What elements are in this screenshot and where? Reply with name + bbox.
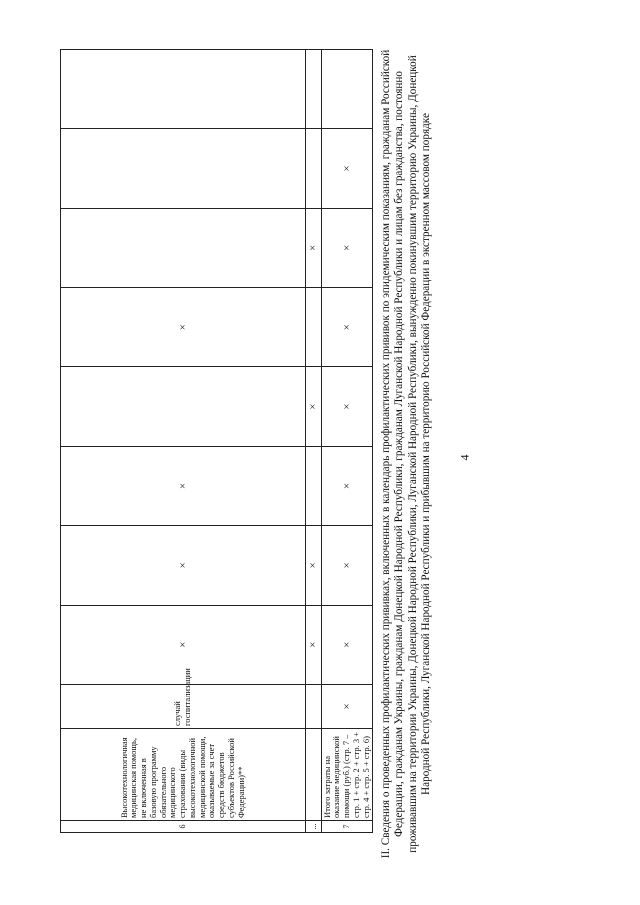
table-cell [61, 367, 306, 446]
table-cell: × [306, 605, 322, 684]
row-number: ... [306, 821, 322, 833]
row-number: 6 [61, 821, 306, 833]
table-cell [321, 50, 373, 129]
table-row-6 [61, 50, 306, 833]
table-cell: × [321, 367, 373, 446]
table-cell [61, 50, 306, 129]
table-cell: × [306, 208, 322, 287]
table-cell [306, 288, 322, 367]
row-unit: случай госпитализации [61, 685, 306, 729]
table-cell: × [321, 129, 373, 208]
table-cell [61, 208, 306, 287]
table-cell: × [321, 208, 373, 287]
row-unit: × [321, 685, 373, 729]
section-caption-wrapper [380, 40, 540, 868]
table-cell [306, 446, 322, 525]
table-cell: × [321, 605, 373, 684]
table-cell: × [306, 526, 322, 605]
section-caption: II. Сведения о проведенных профилактических прививках, включенных в календарь профилактических прививок по эпидемическим показаниям, гражданам Российской Федерации, гражданам Украины, гражданам Донецкой Народной Республики, гражданам Луганской Народной Республики и лицам без гражданства, постоянно проживавшим на территории Украины, Донецкой Народной Республики, Луганской Народной Республики, вынужденно покинувшим территорию Украины, Донецкой Народной Республики, Луганской Народной Республики и прибывшим на территорию Российской Федерации в экстренном массовом порядке [380, 49, 433, 859]
table-cell: × [61, 446, 306, 525]
table-cell: × [306, 367, 322, 446]
table-row-ellipsis [306, 50, 322, 833]
table-cell: × [61, 605, 306, 684]
row-name [306, 729, 322, 821]
table-row-7 [321, 50, 373, 833]
table-cell [61, 129, 306, 208]
table-cell: × [61, 526, 306, 605]
row-number: 7 [321, 821, 373, 833]
row-name: Высокотехнологичная медицинская помощь, не включенная в базовую программу обязательного медицинского страхования (виды высокотехнологичной медицинской помощи, оказываемые за счет средств бюджетов субъектов Российской Федерации)** [61, 729, 306, 821]
table-cell: × [61, 288, 306, 367]
table-cell: × [321, 446, 373, 525]
table-cell: × [321, 526, 373, 605]
table-cell: × [321, 288, 373, 367]
row-unit [306, 685, 322, 729]
data-table [60, 49, 373, 833]
table-wrapper [60, 49, 371, 833]
table-cell [306, 129, 322, 208]
table-cell [306, 50, 322, 129]
row-name: Итого затраты на оказание медицинской помощи (руб.) (стр. 7 – стр. 1 + стр. 2 + стр. 3 + стр. 4 + стр. 5 + стр. 6) [321, 729, 373, 821]
page-number: 4 [457, 454, 472, 461]
